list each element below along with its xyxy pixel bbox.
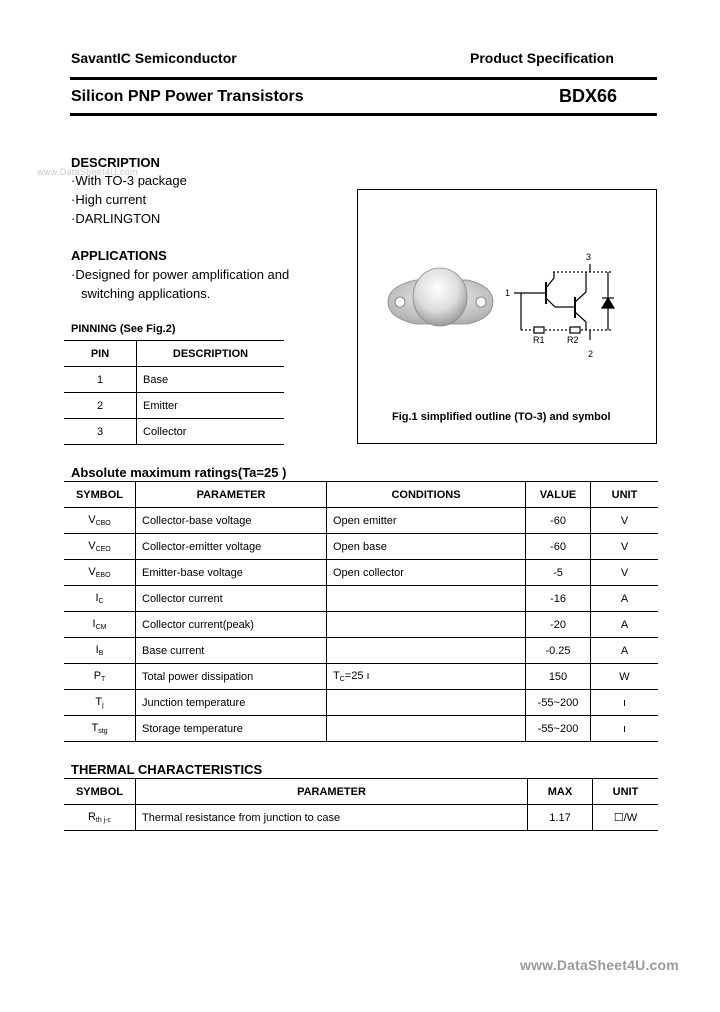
conditions-cell (327, 612, 526, 638)
conditions-cell (327, 586, 526, 612)
abs-max-table (64, 481, 658, 742)
value-cell: -55~200 (526, 690, 591, 716)
pinning-heading: PINNING (See Fig.2) (71, 323, 176, 335)
table-row (64, 508, 658, 534)
conditions-cell: Open collector (327, 560, 526, 586)
watermark-footer: www.DataSheet4U.com (520, 957, 679, 973)
col-max: MAX (528, 779, 593, 805)
table-row (64, 612, 658, 638)
table-row (64, 367, 284, 393)
parameter-cell: Thermal resistance from junction to case (136, 805, 528, 831)
header-rule-bottom (70, 113, 657, 116)
description-item: ·DARLINGTON (71, 211, 161, 226)
symbol-cell: $V_{EBO}$ (64, 560, 136, 586)
symbol-cell: $P_T$ (64, 664, 136, 690)
value-cell: -60 (526, 534, 591, 560)
pin-description: Base (137, 367, 285, 393)
unit-cell: A (591, 638, 659, 664)
figure-caption: Fig.1 simplified outline (TO-3) and symbol (392, 411, 611, 423)
col-conditions: CONDITIONS (327, 482, 526, 508)
pin3-label: 3 (586, 252, 592, 262)
applications-line: switching applications. (81, 286, 211, 301)
col-unit: UNIT (591, 482, 659, 508)
value-cell: -55~200 (526, 716, 591, 742)
parameter-cell: Junction temperature (136, 690, 327, 716)
unit-cell: V (591, 560, 659, 586)
applications-heading: APPLICATIONS (71, 248, 167, 263)
pin2-label: 2 (588, 349, 594, 359)
pin-number: 1 (64, 367, 137, 393)
symbol-cell: $T_j$ (64, 690, 136, 716)
unit-cell: A (591, 612, 659, 638)
table-row (64, 419, 284, 445)
unit-cell: A (591, 586, 659, 612)
description-heading: DESCRIPTION (71, 155, 160, 170)
table-header-row (64, 779, 658, 805)
table-row (64, 664, 658, 690)
unit-cell: ı (591, 716, 659, 742)
col-symbol: SYMBOL (64, 779, 136, 805)
unit-cell: V (591, 508, 659, 534)
company-name: SavantIC Semiconductor (71, 50, 237, 66)
value-cell: -20 (526, 612, 591, 638)
table-row (64, 586, 658, 612)
symbol-cell: $I_{CM}$ (64, 612, 136, 638)
pin-number: 2 (64, 393, 137, 419)
applications-text (71, 265, 289, 303)
to3-outline-and-symbol (358, 190, 656, 443)
unit-cell: ı (591, 690, 659, 716)
pin1-label: 1 (505, 288, 511, 298)
r1-label: R1 (533, 335, 545, 345)
r2-label: R2 (567, 335, 579, 345)
figure-box (357, 189, 657, 444)
document-type: Product Specification (470, 50, 614, 66)
parameter-cell: Emitter-base voltage (136, 560, 327, 586)
applications-line: ·Designed for power amplification and (71, 267, 290, 282)
thermal-table (64, 778, 658, 831)
part-number: BDX66 (559, 86, 618, 106)
header-rule-top (70, 77, 657, 80)
table-header-row (64, 482, 658, 508)
description-list (71, 171, 187, 228)
value-cell: -60 (526, 508, 591, 534)
abs-max-heading: Absolute maximum ratings(Ta=25 ) (71, 465, 287, 480)
conditions-cell (327, 638, 526, 664)
table-row (64, 638, 658, 664)
unit-cell: W (591, 664, 659, 690)
symbol-cell: $I_B$ (64, 638, 136, 664)
symbol-cell: $T_{stg}$ (64, 716, 136, 742)
unit-cell: ☐/W (593, 805, 659, 831)
symbol-cell: $V_{CEO}$ (64, 534, 136, 560)
value-cell: -16 (526, 586, 591, 612)
pinning-col-pin: PIN (64, 341, 137, 367)
col-value: VALUE (526, 482, 591, 508)
col-unit: UNIT (593, 779, 659, 805)
pin-description: Collector (137, 419, 285, 445)
parameter-cell: Collector current(peak) (136, 612, 327, 638)
value-cell: 1.17 (528, 805, 593, 831)
table-row (64, 716, 658, 742)
conditions-cell: Open emitter (327, 508, 526, 534)
table-row (64, 560, 658, 586)
parameter-cell: Collector-base voltage (136, 508, 327, 534)
symbol-cell: $I_C$ (64, 586, 136, 612)
page-title: Silicon PNP Power Transistors (71, 88, 304, 105)
pinning-table (64, 340, 284, 445)
watermark-small: www.DataSheet4U.com (37, 167, 138, 177)
table-row (64, 690, 658, 716)
conditions-cell: $T_C=25$ ı (327, 664, 526, 690)
table-row (64, 534, 658, 560)
symbol-cell: $R_{th j-c}$ (64, 805, 136, 831)
value-cell: 150 (526, 664, 591, 690)
parameter-cell: Storage temperature (136, 716, 327, 742)
conditions-cell (327, 716, 526, 742)
pinning-col-description: DESCRIPTION (137, 341, 285, 367)
col-parameter: PARAMETER (136, 779, 528, 805)
thermal-heading: THERMAL CHARACTERISTICS (71, 762, 263, 777)
table-row (64, 393, 284, 419)
table-row (64, 805, 658, 831)
to3-package-image (388, 268, 493, 326)
darlington-symbol (514, 264, 614, 340)
pin-number: 3 (64, 419, 137, 445)
value-cell: -5 (526, 560, 591, 586)
description-item: ·With TO-3 package (71, 173, 187, 188)
table-header-row (64, 341, 284, 367)
unit-cell: V (591, 534, 659, 560)
parameter-cell: Base current (136, 638, 327, 664)
col-symbol: SYMBOL (64, 482, 136, 508)
pin-description: Emitter (137, 393, 285, 419)
value-cell: -0.25 (526, 638, 591, 664)
parameter-cell: Collector current (136, 586, 327, 612)
description-item: ·High current (71, 192, 147, 207)
symbol-cell: $V_{CBO}$ (64, 508, 136, 534)
parameter-cell: Collector-emitter voltage (136, 534, 327, 560)
conditions-cell (327, 690, 526, 716)
parameter-cell: Total power dissipation (136, 664, 327, 690)
col-parameter: PARAMETER (136, 482, 327, 508)
conditions-cell: Open base (327, 534, 526, 560)
